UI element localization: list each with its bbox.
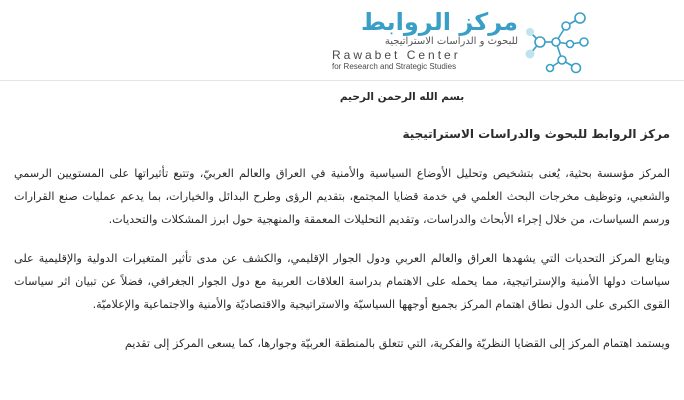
paragraph-2: ويتابع المركز التحديات التي يشهدها العراق والعالم العربي ودول الجوار الإقليمي، والكشف عن مدى تأثير المتغيرات الدولية والإقليمية على سياسات دولها الأمنية والإستراتيجية، مما يحمله على الاهتمام بدراسة العلاقات العربية مع دول الجوار الجغرافي، فضلاً عن تبيان اثر سياسات القوى الكبرى على الدول نطاق اهتمام المركز بجميع أوجهها السياسيّة والاستراتيجية والاقتصاديّة والأمنية والاجتماعية والإعلاميّة. — [14, 252, 670, 311]
paragraph-1: المركز مؤسسة بحثية، يُعنى بتشخيص وتحليل الأوضاع السياسية والأمنية في العراق والعالم العربيّ، وتتبع تأثيراتها على المستويين الرسمي والشعبي، وتوظيف مخرجات البحث العلمي في خدمة قضايا المجتمع، بتقديم الرؤى وطرح البدائل والخيارات، بما يدعم عمليات صنع القرارات ورسم السياسات، من خلال إجراء الأبحاث والدراسات، وتقديم التحليلات المعمقة والمنهجية حول ابرز المشكلات والتحديات. — [14, 167, 670, 226]
logo-arabic-subtitle: للبحوث و الدراسات الاستراتيجية — [384, 36, 518, 47]
logo-arabic-name: مركز الروابط — [360, 8, 518, 36]
header-divider — [0, 80, 684, 81]
document-body — [14, 88, 670, 355]
document-title: مركز الروابط للبحوث والدراسات الاستراتيجية — [402, 127, 670, 141]
basmala-heading: بسم الله الرحمن الرحيم — [339, 91, 465, 103]
network-nodes-icon — [522, 8, 592, 78]
logo-english-subtitle: for Research and Strategic Studies — [332, 62, 457, 71]
page-header — [0, 0, 684, 84]
rawabet-logo[interactable] — [318, 8, 668, 78]
logo-english-name: Rawabet Center — [332, 48, 461, 62]
logo-text-block — [318, 8, 518, 72]
paragraph-3: ويستمد اهتمام المركز إلى القضايا النظريّة والفكرية، التي تتعلق بالمنطقة العربيّة وجوارها، كما يسعى المركز إلى تقديم — [124, 337, 670, 350]
